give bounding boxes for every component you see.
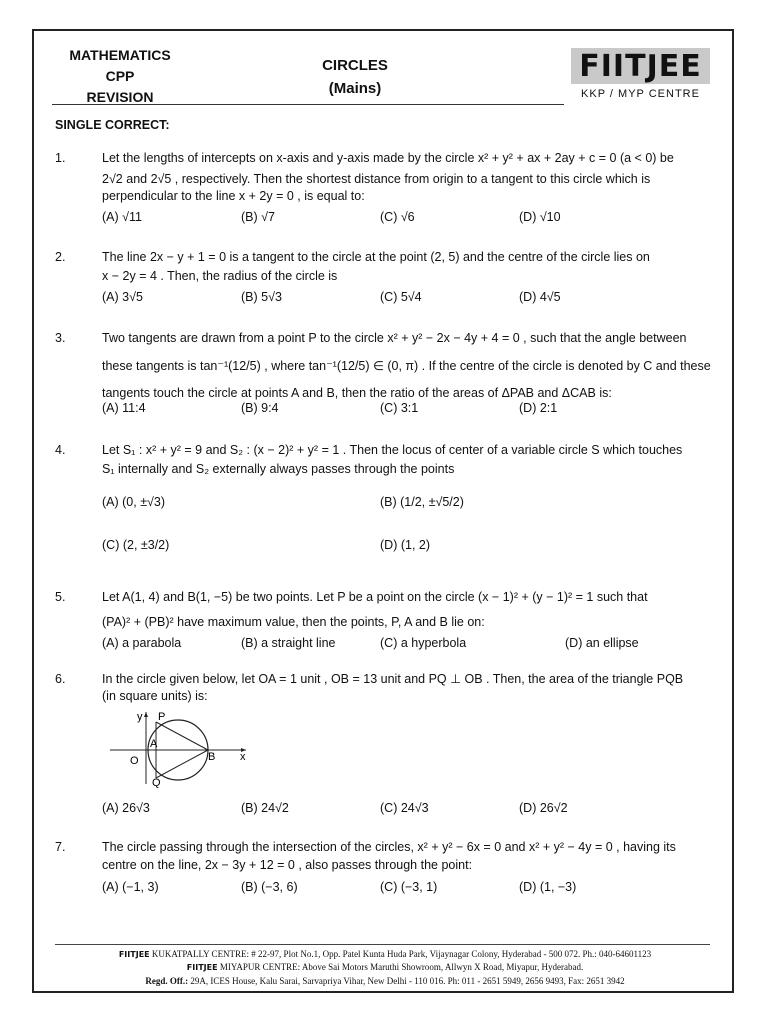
option-a[interactable]: (A) (0, ±√3) — [102, 495, 166, 509]
question-line: The line 2x − y + 1 = 0 is a tangent to the circle at the point (2, 5) and the centre of the circle lies on — [102, 250, 650, 264]
question-line: x − 2y = 4 . Then, the radius of the circle is — [102, 269, 338, 283]
question-line: perpendicular to the line x + 2y = 0 , is equal to: — [102, 189, 365, 203]
option-d[interactable]: (D) 2:1 — [519, 401, 558, 415]
question-number: 3. — [55, 331, 66, 345]
footer-regd-office: 29A, ICES House, Kalu Sarai, Sarvapriya Vihar, New Delhi - 110 016. Ph: 011 - 2651 5949, 2656 9493, Fax: 2651 3942 — [188, 976, 625, 986]
label-a: A — [150, 738, 158, 750]
option-a[interactable]: (A) (−1, 3) — [102, 880, 159, 894]
question-text — [102, 671, 722, 705]
footer-line-2 — [40, 962, 730, 972]
option-c[interactable]: (C) 24√3 — [380, 801, 429, 815]
option-c[interactable]: (C) √6 — [380, 210, 415, 224]
logo-text: FIITJEE — [579, 48, 702, 84]
question-line: Two tangents are drawn from a point P to the circle x² + y² − 2x − 4y + 4 = 0 , such that the angle between — [102, 331, 687, 345]
option-b[interactable]: (B) 24√2 — [241, 801, 289, 815]
page-subtitle: (Mains) — [328, 80, 382, 97]
footer-regd-label: Regd. Off.: — [145, 976, 189, 986]
option-b[interactable]: (B) 9:4 — [241, 401, 279, 415]
label-p: P — [158, 711, 166, 723]
option-d[interactable]: (D) 26√2 — [519, 801, 568, 815]
footer-line-3 — [40, 976, 730, 986]
option-c[interactable]: (C) (2, ±3/2) — [102, 538, 170, 552]
header-mode: REVISION — [86, 89, 154, 105]
question-line: (PA)² + (PB)² have maximum value, then the points, P, A and B lie on: — [102, 615, 485, 629]
question-line: Let A(1, 4) and B(1, −5) be two points. Let P be a point on the circle (x − 1)² + (y − 1)² = 1 such that — [102, 590, 648, 604]
option-b[interactable]: (B) a straight line — [241, 636, 336, 650]
option-d[interactable]: (D) √10 — [519, 210, 561, 224]
question-line: The circle passing through the intersection of the circles, x² + y² − 6x = 0 and x² + y² − 4y = 0 , having its — [102, 840, 676, 854]
question-text — [102, 249, 722, 285]
option-b[interactable]: (B) 5√3 — [241, 290, 282, 304]
option-a[interactable]: (A) 3√5 — [102, 290, 143, 304]
question-number: 6. — [55, 672, 66, 686]
question-line: tangents touch the circle at points A and B, then the ratio of the areas of ΔPAB and ΔCAB is: — [102, 386, 612, 400]
option-c[interactable]: (C) 5√4 — [380, 290, 422, 304]
header-title-block — [300, 54, 410, 100]
footer-miyapur: MIYAPUR CENTRE: Above Sai Motors Maruthi Showroom, Allwyn X Road, Miyapur, Hyderabad. — [219, 962, 584, 972]
option-b[interactable]: (B) √7 — [241, 210, 275, 224]
question-text — [102, 839, 722, 874]
option-d[interactable]: (D) an ellipse — [565, 636, 639, 650]
header-subject: MATHEMATICS — [69, 47, 171, 63]
question-number: 7. — [55, 840, 66, 854]
footer-kukatpally: KUKATPALLY CENTRE: # 22-97, Plot No.1, Opp. Patel Kunta Huda Park, Vijaynagar Colony, Hyderabad - 500 072. Ph.: 040-64601123 — [151, 949, 652, 959]
question-number: 1. — [55, 151, 66, 165]
option-d[interactable]: (D) 4√5 — [519, 290, 561, 304]
question-number: 4. — [55, 443, 66, 457]
footer-divider — [55, 944, 710, 945]
option-b[interactable]: (B) (1/2, ±√5/2) — [380, 495, 464, 509]
option-a[interactable]: (A) 11:4 — [102, 401, 146, 415]
option-d[interactable]: (D) (1, 2) — [380, 538, 430, 552]
footer-line-1 — [40, 949, 730, 959]
question-line: Let the lengths of intercepts on x-axis and y-axis made by the circle x² + y² + ax + 2ay + c = 0 (a < 0) be — [102, 151, 674, 165]
option-c[interactable]: (C) a hyperbola — [380, 636, 467, 650]
question-text — [102, 150, 722, 205]
option-c[interactable]: (C) 3:1 — [380, 401, 419, 415]
option-c[interactable]: (C) (−3, 1) — [380, 880, 438, 894]
label-q: Q — [152, 777, 161, 788]
centre-name: KKP / MYP CENTRE — [581, 88, 700, 100]
section-heading: SINGLE CORRECT: — [55, 118, 170, 132]
y-axis-arrow — [144, 712, 148, 717]
circle-diagram — [104, 708, 254, 788]
question-line: In the circle given below, let OA = 1 unit , OB = 13 unit and PQ ⊥ OB . Then, the area of the triangle PQB — [102, 672, 684, 686]
question-line: 2√2 and 2√5 , respectively. Then the shortest distance from origin to a tangent to this circle which is — [102, 172, 651, 186]
segment-pb — [156, 722, 208, 750]
question-line: Let S₁ : x² + y² = 9 and S₂ : (x − 2)² + y² = 1 . Then the locus of center of a variable circle S which touches — [102, 443, 683, 457]
label-b: B — [208, 751, 216, 763]
footer-brand: FIITJEE — [186, 963, 218, 972]
label-y: y — [137, 711, 143, 723]
question-text — [102, 442, 722, 478]
option-b[interactable]: (B) (−3, 6) — [241, 880, 298, 894]
page-title: CIRCLES — [322, 57, 388, 74]
header-course — [60, 45, 180, 108]
header-divider — [52, 104, 564, 105]
question-line: centre on the line, 2x − 3y + 12 = 0 , also passes through the point: — [102, 858, 473, 872]
question-line: (in square units) is: — [102, 689, 208, 703]
brand-logo — [571, 48, 710, 84]
option-a[interactable]: (A) √11 — [102, 210, 142, 224]
footer-brand: FIITJEE — [118, 950, 150, 959]
label-x: x — [240, 751, 246, 763]
segment-qb — [156, 750, 208, 778]
question-line: S₁ internally and S₂ externally always passes through the points — [102, 462, 455, 476]
option-a[interactable]: (A) 26√3 — [102, 801, 150, 815]
question-line: these tangents is tan⁻¹(12/5) , where tan⁻¹(12/5) ∈ (0, π) . If the centre of the circle is denoted by C and these — [102, 359, 711, 373]
question-text — [102, 330, 722, 402]
question-number: 5. — [55, 590, 66, 604]
question-text — [102, 589, 722, 631]
option-d[interactable]: (D) (1, −3) — [519, 880, 577, 894]
header-type: CPP — [105, 68, 135, 84]
label-o: O — [130, 755, 139, 767]
question-number: 2. — [55, 250, 66, 264]
option-a[interactable]: (A) a parabola — [102, 636, 182, 650]
